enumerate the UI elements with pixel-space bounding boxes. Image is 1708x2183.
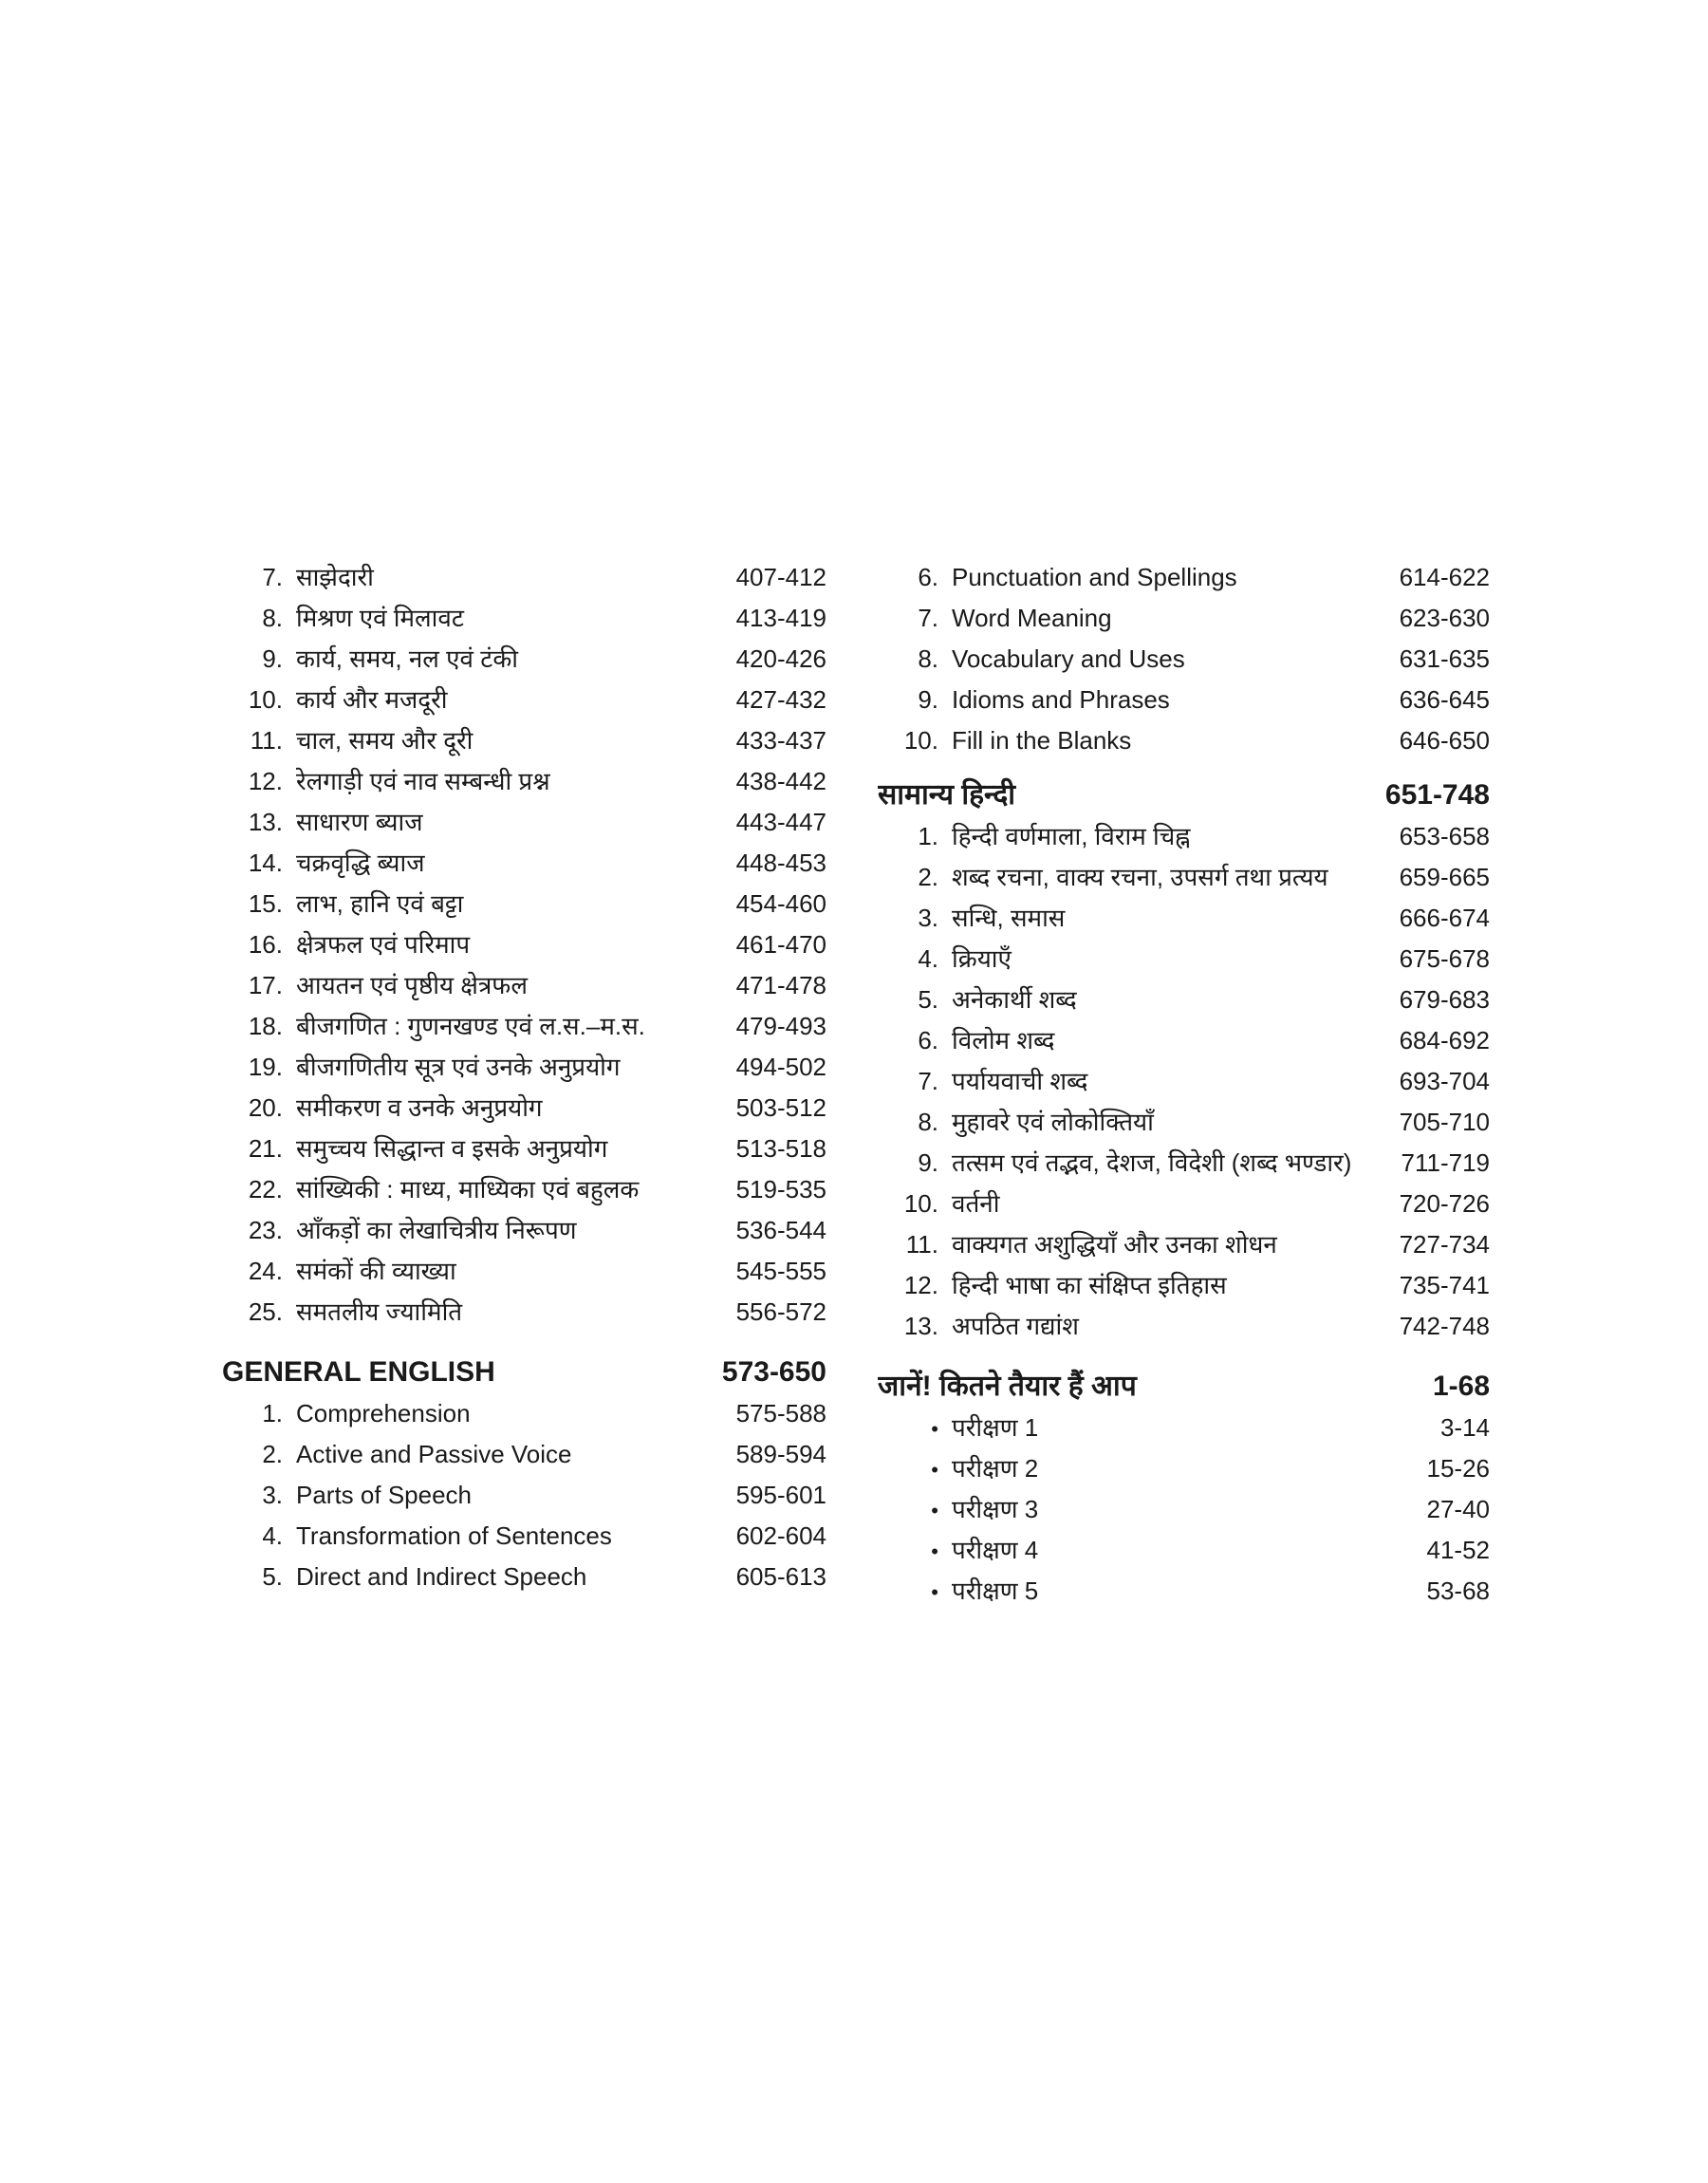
entry-number: 5. [262,1562,283,1591]
entry-title: अनेकार्थी शब्द [952,985,1077,1014]
entry-pages: 448-453 [735,849,826,877]
toc-entry [878,898,1490,939]
toc-entry [222,884,826,924]
entry-pages: 27-40 [1426,1495,1490,1523]
entry-title: Fill in the Blanks [952,726,1132,755]
entry-title: परीक्षण 2 [952,1454,1039,1483]
toc-entry [878,1184,1490,1224]
entry-title: वर्तनी [952,1189,1000,1218]
entry-pages: 631-635 [1399,644,1490,673]
entry-number: 2. [262,1440,283,1468]
entry-pages: 589-594 [735,1440,826,1468]
entry-pages: 479-493 [735,1012,826,1040]
entry-title: शब्द रचना, वाक्य रचना, उपसर्ग तथा प्रत्यय [952,863,1328,891]
entry-number: 7. [918,604,938,632]
entry-title: साधारण ब्याज [296,808,423,836]
entry-number: 3. [918,904,938,932]
bullet-icon: • [931,1458,938,1482]
entry-number: 8. [918,644,938,673]
entry-number: 23. [248,1216,283,1244]
entry-number: 19. [248,1053,283,1081]
entry-title: क्रियाएँ [952,944,1012,973]
toc-entry [222,1006,826,1047]
toc-list-maths [222,557,826,1333]
entry-title: हिन्दी भाषा का संक्षिप्त इतिहास [952,1271,1227,1299]
entry-number: 12. [248,767,283,795]
toc-entry [222,639,826,680]
toc-left-column [222,557,826,1597]
entry-pages: 41-52 [1426,1536,1490,1564]
entry-number: 15. [248,889,283,918]
toc-entry [878,980,1490,1020]
toc-entry [222,1210,826,1251]
toc-list-tests [878,1408,1490,1612]
toc-entry [222,1475,826,1516]
toc-entry [222,720,826,761]
entry-title: चाल, समय और दूरी [296,726,473,755]
toc-entry [878,1061,1490,1102]
entry-title: परीक्षण 4 [952,1536,1039,1564]
entry-title: क्षेत्रफल एवं परिमाप [296,930,471,959]
toc-entry [878,1448,1490,1489]
toc-entry [878,720,1490,761]
section-title: GENERAL ENGLISH [222,1356,495,1388]
entry-pages: 595-601 [735,1481,826,1509]
entry-number: 18. [248,1012,283,1040]
entry-pages: 3-14 [1439,1413,1490,1442]
entry-pages: 602-604 [735,1521,826,1550]
entry-title: समंकों की व्याख्या [296,1257,456,1285]
toc-list-english-cont [878,557,1490,761]
toc-entry [878,1102,1490,1143]
section-title: जानें! कितने तैयार हैं आप [878,1371,1137,1402]
entry-pages: 454-460 [735,889,826,918]
entry-title: समतलीय ज्यामिति [296,1297,463,1326]
entry-pages: 53-68 [1426,1577,1490,1605]
entry-pages: 461-470 [735,930,826,959]
entry-title: अपठित गद्यांश [952,1312,1079,1340]
toc-entry [878,1020,1490,1061]
section-pages: 1-68 [1432,1371,1490,1402]
entry-pages: 556-572 [735,1297,826,1326]
entry-pages: 575-588 [735,1399,826,1427]
toc-entry [222,1516,826,1557]
section-pages: 651-748 [1384,779,1490,811]
entry-pages: 494-502 [735,1053,826,1081]
entry-number: 16. [248,930,283,959]
entry-number: 9. [918,1148,938,1177]
entry-title: परीक्षण 1 [952,1413,1039,1442]
entry-pages: 513-518 [735,1134,826,1163]
section-heading-samanya-hindi [878,774,1490,816]
toc-entry [222,557,826,598]
entry-number: 6. [918,1026,938,1054]
toc-entry [222,965,826,1006]
entry-number: 11. [905,1230,938,1259]
toc-entry [878,939,1490,980]
entry-pages: 545-555 [735,1257,826,1285]
entry-number: 3. [262,1481,283,1509]
entry-pages: 605-613 [735,1562,826,1591]
toc-entry [878,557,1490,598]
toc-list-english [222,1393,826,1597]
entry-title: वाक्यगत अशुद्धियाँ और उनका शोधन [952,1230,1277,1259]
entry-title: सांख्यिकी : माध्य, माध्यिका एवं बहुलक [296,1175,640,1203]
entry-number: 10. [903,1189,938,1218]
entry-pages: 427-432 [735,685,826,714]
entry-pages: 646-650 [1399,726,1490,755]
entry-number: 13. [903,1312,938,1340]
entry-pages: 407-412 [735,563,826,591]
entry-title: साझेदारी [296,563,374,591]
toc-entry [222,680,826,720]
entry-title: Direct and Indirect Speech [296,1562,587,1591]
toc-entry [878,1143,1490,1184]
entry-pages: 443-447 [735,808,826,836]
entry-title: समीकरण व उनके अनुप्रयोग [296,1093,543,1122]
entry-number: 8. [918,1108,938,1136]
entry-number: 4. [262,1521,283,1550]
entry-title: Active and Passive Voice [296,1440,572,1468]
entry-title: परीक्षण 3 [952,1495,1039,1523]
section-title: सामान्य हिन्दी [878,779,1016,811]
entry-title: Comprehension [296,1399,471,1427]
bullet-icon: • [931,1539,938,1563]
section-pages: 573-650 [721,1356,826,1388]
entry-number: 13. [248,808,283,836]
entry-number: 7. [262,563,283,591]
entry-number: 2. [918,863,938,891]
entry-pages: 471-478 [735,971,826,999]
entry-pages: 438-442 [735,767,826,795]
toc-entry [222,1434,826,1475]
entry-pages: 735-741 [1399,1271,1490,1299]
entry-number: 22. [248,1175,283,1203]
entry-pages: 503-512 [735,1093,826,1122]
toc-entry [878,857,1490,898]
entry-title: कार्य, समय, नल एवं टंकी [296,644,519,673]
entry-pages: 675-678 [1399,944,1490,973]
bullet-icon: • [931,1417,938,1441]
entry-title: कार्य और मजदूरी [296,685,448,714]
entry-pages: 711-719 [1401,1148,1490,1177]
entry-pages: 623-630 [1399,604,1490,632]
entry-pages: 420-426 [735,644,826,673]
entry-pages: 536-544 [735,1216,826,1244]
entry-number: 12. [903,1271,938,1299]
toc-entry [222,1292,826,1333]
entry-pages: 705-710 [1399,1108,1490,1136]
entry-number: 8. [262,604,283,632]
entry-title: तत्सम एवं तद्भव, देशज, विदेशी (शब्द भण्डार) [952,1148,1352,1177]
entry-pages: 653-658 [1399,822,1490,850]
entry-number: 25. [248,1297,283,1326]
entry-pages: 433-437 [735,726,826,755]
toc-entry [878,1224,1490,1265]
entry-pages: 666-674 [1399,904,1490,932]
entry-number: 20. [248,1093,283,1122]
toc-entry [878,680,1490,720]
entry-title: मुहावरे एवं लोकोक्तियाँ [952,1108,1154,1136]
entry-pages: 659-665 [1399,863,1490,891]
entry-pages: 720-726 [1399,1189,1490,1218]
entry-number: 6. [918,563,938,591]
toc-entry [222,1129,826,1169]
entry-title: Idioms and Phrases [952,685,1170,714]
entry-number: 5. [918,985,938,1014]
entry-title: लाभ, हानि एवं बट्टा [296,889,464,918]
bullet-icon: • [931,1499,938,1522]
entry-number: 9. [918,685,938,714]
toc-entry [222,598,826,639]
entry-title: Parts of Speech [296,1481,472,1509]
toc-entry [878,1530,1490,1571]
entry-title: चक्रवृद्धि ब्याज [296,849,425,877]
entry-number: 11. [250,726,283,755]
entry-title: समुच्चय सिद्धान्त व इसके अनुप्रयोग [296,1134,608,1163]
toc-right-column [878,557,1490,1612]
entry-title: Vocabulary and Uses [952,644,1185,673]
entry-pages: 693-704 [1399,1067,1490,1095]
entry-number: 10. [903,726,938,755]
entry-pages: 742-748 [1399,1312,1490,1340]
entry-pages: 684-692 [1399,1026,1490,1054]
entry-number: 14. [248,849,283,877]
toc-entry [878,1571,1490,1612]
entry-title: Punctuation and Spellings [952,563,1237,591]
entry-title: रेलगाड़ी एवं नाव सम्बन्धी प्रश्न [296,767,550,795]
section-heading-general-english [222,1352,826,1393]
bullet-icon: • [931,1580,938,1604]
toc-entry [222,761,826,802]
entry-title: विलोम शब्द [952,1026,1055,1054]
entry-title: बीजगणित : गुणनखण्ड एवं ल.स.–म.स. [296,1012,645,1040]
entry-title: आयतन एवं पृष्ठीय क्षेत्रफल [296,971,528,999]
toc-entry [222,802,826,843]
entry-number: 1. [262,1399,283,1427]
toc-entry [222,1393,826,1434]
entry-title: मिश्रण एवं मिलावट [296,604,464,632]
entry-title: सन्धि, समास [952,904,1066,932]
entry-number: 4. [918,944,938,973]
toc-entry [878,598,1490,639]
entry-title: Transformation of Sentences [296,1521,612,1550]
entry-number: 17. [248,971,283,999]
entry-number: 24. [248,1257,283,1285]
entry-pages: 614-622 [1399,563,1490,591]
entry-pages: 15-26 [1426,1454,1490,1483]
toc-entry [222,1251,826,1292]
toc-entry [222,1047,826,1088]
toc-entry [878,816,1490,857]
toc-entry [222,924,826,965]
entry-title: Word Meaning [952,604,1112,632]
entry-pages: 413-419 [735,604,826,632]
toc-entry [222,1088,826,1129]
toc-list-hindi [878,816,1490,1347]
entry-title: बीजगणितीय सूत्र एवं उनके अनुप्रयोग [296,1053,621,1081]
toc-entry [878,1306,1490,1347]
toc-entry [222,843,826,884]
entry-number: 9. [262,644,283,673]
entry-pages: 636-645 [1399,685,1490,714]
entry-title: आँकड़ों का लेखाचित्रीय निरूपण [296,1216,577,1244]
section-heading-tests [878,1366,1490,1408]
entry-number: 21. [248,1134,283,1163]
entry-number: 7. [918,1067,938,1095]
entry-number: 1. [918,822,938,850]
toc-entry [878,639,1490,680]
toc-entry [878,1265,1490,1306]
entry-title: परीक्षण 5 [952,1577,1039,1605]
entry-title: हिन्दी वर्णमाला, विराम चिह्न [952,822,1191,850]
toc-entry [878,1408,1490,1448]
entry-number: 10. [248,685,283,714]
toc-entry [222,1557,826,1597]
toc-entry [878,1489,1490,1530]
entry-pages: 679-683 [1399,985,1490,1014]
entry-pages: 727-734 [1399,1230,1490,1259]
entry-title: पर्यायवाची शब्द [952,1067,1088,1095]
toc-entry [222,1169,826,1210]
entry-pages: 519-535 [735,1175,826,1203]
